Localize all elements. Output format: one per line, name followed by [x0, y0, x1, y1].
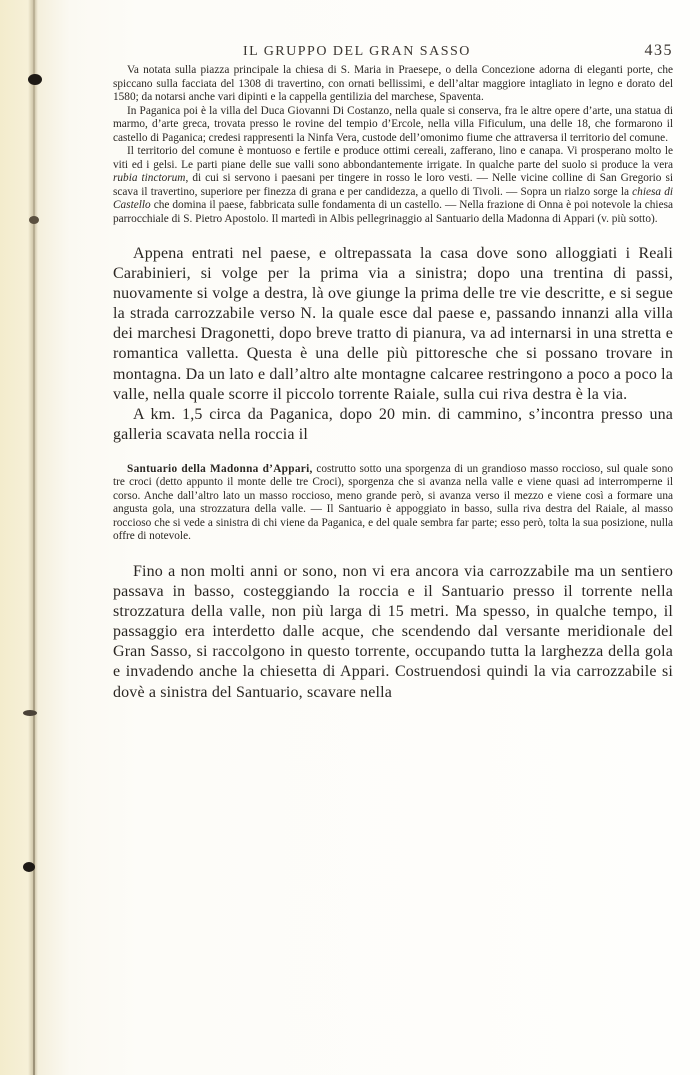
page-number: 435 [644, 42, 673, 59]
binding-hole [28, 74, 42, 85]
sanctuary-heading: Santuario della Madonna d’Appari, [127, 462, 313, 475]
small-print-block [113, 64, 673, 226]
running-head [113, 40, 673, 64]
history-text-block [113, 562, 673, 703]
book-page [113, 40, 673, 703]
main-text-block [113, 244, 673, 445]
binding-hole [23, 710, 37, 716]
paragraph-church: Va notata sulla piazza principale la chiesa di S. Maria in Praesepe, o della Concezione adorna di eleganti porte, che spiccano sulla facciata del 1308 di travertino, con ornati bellissimi, e dell’altar maggiore intagliato in legno e dorato del 1580; da notarsi anche vari dipinti e la cappella gentilizia del marchese, Spaventa. [113, 64, 673, 103]
paragraph-distance: A km. 1,5 circa da Paganica, dopo 20 min. di cammino, s’incontra presso una galleria scavata nella roccia il [113, 405, 673, 443]
binding-hole [29, 216, 39, 224]
paragraph-route: Appena entrati nel paese, e oltrepassata la casa dove sono alloggiati i Reali Carabinieri, si volge per la prima via a sinistra; dopo una trentina di passi, nuovamente si volge a destra, là ove giunge la prima delle tre vie descritte, e si segue la strada carrozzabile verso N. la quale esce dal paese e, passando innanzi alla villa dei marchesi Dragonetti, dopo breve tratto di pianura, va ad internarsi in una stretta e romantica valletta. Questa è una delle più pittoresche che si possano trovare in montagna. Da un lato e dall’altro alte montagne calcaree restringono a poco a poco la valle, nella quale scorre il piccolo torrente Raiale, sulla cui riva destra è la via. [113, 245, 673, 403]
binding-gutter [33, 0, 35, 1075]
paragraph-road-history: Fino a non molti anni or sono, non vi era ancora via carrozzabile ma un sentiero passava in basso, costeggiando la roccia e il Santuario presso il torrente nella strozzatura della valle, non più larga di 15 metri. Ma spesso, in qualche tempo, il passaggio era interdetto dalle acque, che scendendo dal versante meridionale del Gran Sasso, si raccolgono in questo torrente, occupando tutta la larghezza della gola e invadendo anche la chiesetta di Appari. Costruendosi quindi la via carrozzabile si dovè a sinistra del Santuario, scavare nella [113, 562, 673, 701]
running-head-title: IL GRUPPO DEL GRAN SASSO [243, 44, 471, 59]
paragraph-villa: In Paganica poi è la villa del Duca Giovanni Di Costanzo, nella quale si conserva, fra le altre opere d’arte, una statua di marmo, d’arte greca, trovata presso le rovine del tempio d’Ercole, nella villa Fificulum, una delle 18, che formarono il castello di Paganica; credesi rappresenti la Ninfa Vera, custode dell’omonimo fiume che attraversa il territorio del comune. [113, 104, 673, 144]
paragraph-sanctuary: Santuario della Madonna d’Appari, costrutto sotto una sporgenza di un grandioso masso roccioso, sul quale sono tre croci (detto appunto il monte delle tre Croci), sporgenza che si avanza nella valle e viene quasi ad interromperne il corso. Anche dall’altro lato un masso roccioso, meno grande però, si avanza verso il mezzo e viene così a formare una angusta gola, una strozzatura della valle. — Il Santuario è appoggiato in basso, sulla riva destra del Raiale, al masso roccioso che si vede a sinistra di chi viene da Paganica, e del quale sembra far parte; esso però, tolta la sua posizione, nulla offre di notevole. [113, 462, 673, 543]
binding-hole [23, 862, 35, 872]
sanctuary-block [113, 463, 673, 544]
paragraph-territory: Il territorio del comune è montuoso e fertile e produce ottimi cereali, zafferano, lino e canapa. Vi prosperano molto le viti ed i gelsi. Le parti piane delle sue valli sono abbondantemente irrigate. In qualche parte del suolo si produce la vera rubia tinctorum, di cui si servono i paesani per tingere in rosso le loro vesti. — Nelle vicine colline di San Gregorio si scava il travertino, superiore per finezza di grana e per candidezza, a quello di Tivoli. — Sopra un rialzo sorge la chiesa di Castello che domina il paese, fabbricata sulle fondamenta di un castello. — Nella frazione di Onna è poi notevole la chiesa parrocchiale di S. Pietro Apostolo. Il martedì in Albis pellegrinaggio al Santuario della Madonna di Appari (v. più sotto). [113, 145, 674, 225]
